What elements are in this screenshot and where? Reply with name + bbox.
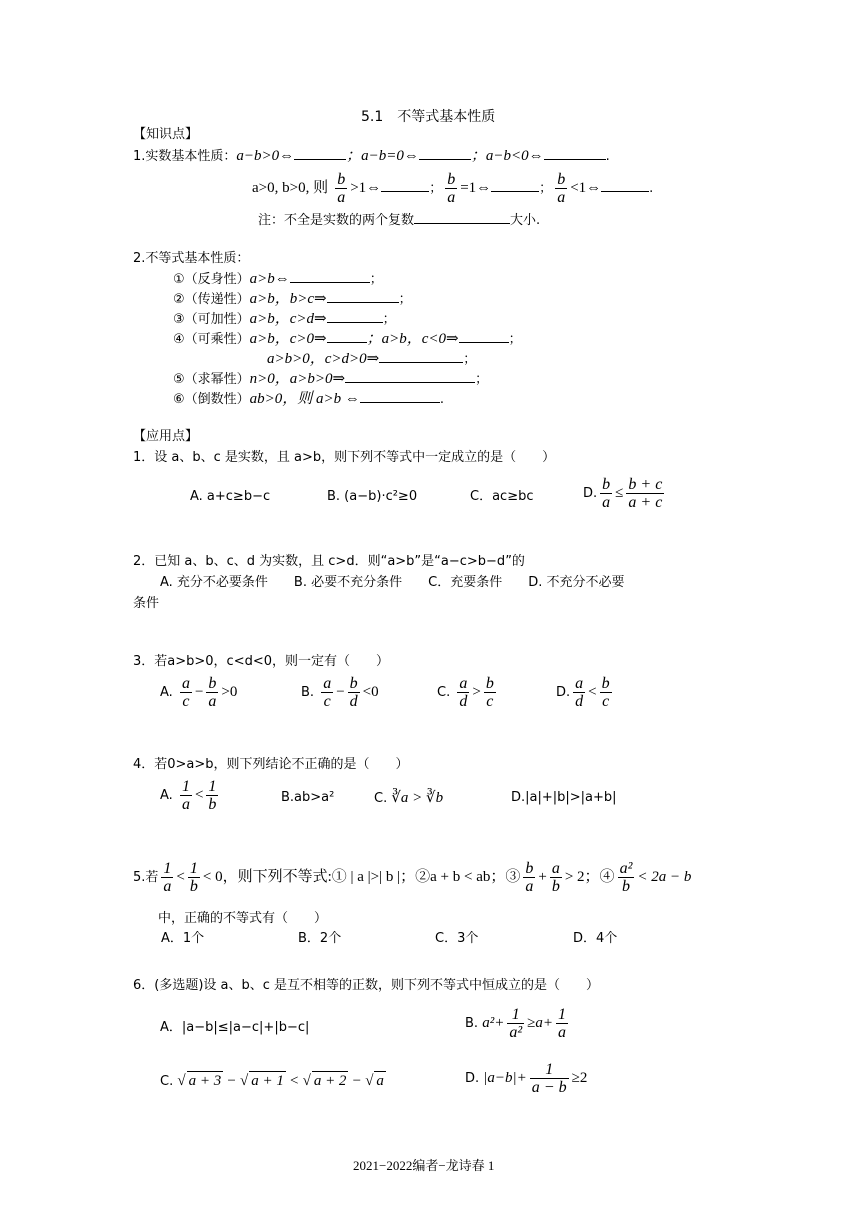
q6-stem: 6．(多选题)设 a、b、c 是互不相等的正数，则下列不等式中恒成立的是（ ） — [133, 978, 600, 993]
q5-line1: 5.若 $\frac{1}{a}$ < $\frac{1}{b}$ < 0，则下列不等式:① | a |>| b |；②a + b < ab；③ $\frac{b}{a}$ + $\frac{a}{b}$ > 2；④ $\frac{\text{a²}}{b}$ < 2a − b — [133, 860, 692, 895]
q2-stem: 2．已知 a、b、c、d 为实数，且 c>d．则“a>b”是“a−c>b−d”的 — [133, 554, 525, 569]
section-header-application: 【应用点】 — [133, 429, 199, 444]
prop-4: ④（可乘性）a>b，c>0⇒ ；a>b，c<0⇒ ； — [173, 331, 522, 347]
q4-option-c: C. ∛a > ∛b — [374, 790, 444, 806]
prop-4b: a>b>0，c>d>0⇒ ； — [267, 351, 477, 367]
item1-label: 1.实数基本性质： — [133, 149, 237, 164]
item1-part1: a−b>0⇔ — [236, 148, 295, 164]
q2-options: A. 充分不必要条件 B. 必要不充分条件 C．充要条件 D. 不充分不必要 — [160, 575, 625, 590]
blank — [294, 147, 346, 160]
prop-5: ⑤（求幂性）n>0，a>b>0⇒ ； — [173, 371, 489, 387]
q5-option-c: C．3个 — [435, 931, 479, 946]
blank — [459, 330, 509, 343]
q3-option-a: A. $\frac{a}{c}$ − $\frac{b}{a}$ >0 — [160, 675, 238, 710]
blank — [327, 330, 367, 343]
q6-option-b: B. a²+ $\frac{1}{\text{a²}}$ ≥a+ $\frac{1}{a}$ — [465, 1006, 566, 1041]
fraction: $\frac{b}{a}$ — [447, 171, 456, 206]
q4-option-a: A. $\frac{1}{a}$ < $\frac{1}{b}$ — [160, 778, 217, 813]
item1-note: 注：不全是实数的两个复数 大小. — [258, 213, 541, 228]
q1-option-a: A. a+c≥b−c — [190, 489, 271, 504]
blank — [414, 211, 510, 224]
blank — [379, 350, 463, 363]
q4-stem: 4．若0>a>b，则下列结论不正确的是（ ） — [133, 757, 409, 772]
item1-part3: ；a−b<0⇔ — [470, 148, 544, 164]
item1-end: . — [605, 149, 610, 164]
prop-3: ③（可加性）a>b，c>d⇒ ； — [173, 311, 396, 327]
item1-row2-prefix: a>0, b>0, 则 — [252, 180, 329, 196]
q6-option-c: C. √ a + 3 − √ a + 1 < √ a + 2 − √ a — [160, 1073, 384, 1089]
q1-stem: 1．设 a、b、c 是实数，且 a>b，则下列不等式中一定成立的是（ ） — [133, 450, 556, 465]
blank — [491, 179, 539, 192]
q2-options-wrap: 条件 — [133, 596, 160, 611]
blank — [290, 270, 370, 283]
prop-1: ①（反身性）a>b⇔ ； — [173, 271, 383, 287]
blank — [419, 147, 471, 160]
q5-line2: 中，正确的不等式有（ ） — [158, 911, 328, 926]
q3-option-c: C. $\frac{a}{d}$ > $\frac{b}{c}$ — [437, 675, 494, 710]
section-header-knowledge: 【知识点】 — [133, 127, 199, 142]
blank — [544, 147, 606, 160]
blank — [360, 390, 440, 403]
q4-option-b: B.ab>a² — [281, 790, 335, 805]
page-footer: 2021−2022编者−龙诗春 1 — [353, 1158, 495, 1173]
q3-stem: 3．若a>b>0，c<d<0，则一定有（ ） — [133, 654, 390, 669]
item1-row2: a>0, b>0, 则 $\frac{b}{a}$ >1⇔ ； $\frac{b}{a}$ =1⇔ ； $\frac{b}{a}$ <1⇔ . — [252, 171, 654, 206]
prop-6: ⑥（倒数性）ab>0，则 a>b ⇔ . — [173, 391, 445, 407]
q5-option-b: B．2个 — [298, 931, 342, 946]
q1-option-c: C．ac≥bc — [470, 489, 534, 504]
blank — [601, 179, 649, 192]
q5-option-d: D．4个 — [573, 931, 618, 946]
q6-option-a: A．|a−b|≤|a−c|+|b−c| — [160, 1020, 310, 1035]
item1-part2: ；a−b=0⇔ — [346, 148, 419, 164]
q1-option-b: B. (a−b)·c²≥0 — [327, 489, 418, 504]
blank — [345, 370, 475, 383]
q4-option-d: D.|a|+|b|>|a+b| — [511, 790, 617, 805]
fraction: $\frac{b}{a}$ — [557, 171, 566, 206]
blank — [327, 310, 383, 323]
blank — [381, 179, 429, 192]
blank — [327, 290, 399, 303]
page-title: 5.1 不等式基本性质 — [361, 109, 496, 125]
q5-option-a: A．1个 — [161, 931, 205, 946]
q1-option-d: D. $\frac{b}{a}$ ≤ $\frac{b + c}{a + c}$ — [583, 476, 663, 511]
item2-label: 2.不等式基本性质： — [133, 251, 250, 266]
q3-option-d: D. $\frac{a}{d}$ < $\frac{b}{c}$ — [556, 675, 610, 710]
fraction: $\frac{b}{a}$ — [337, 171, 346, 206]
prop-2: ②（传递性）a>b，b>c⇒ ； — [173, 291, 412, 307]
item1-line — [133, 147, 610, 166]
q6-option-d: D. |a−b|+ $\frac{1}{a - b}$ ≥2 — [465, 1061, 588, 1096]
q3-option-b: B. $\frac{a}{c}$ − $\frac{b}{d}$ <0 — [301, 675, 379, 710]
